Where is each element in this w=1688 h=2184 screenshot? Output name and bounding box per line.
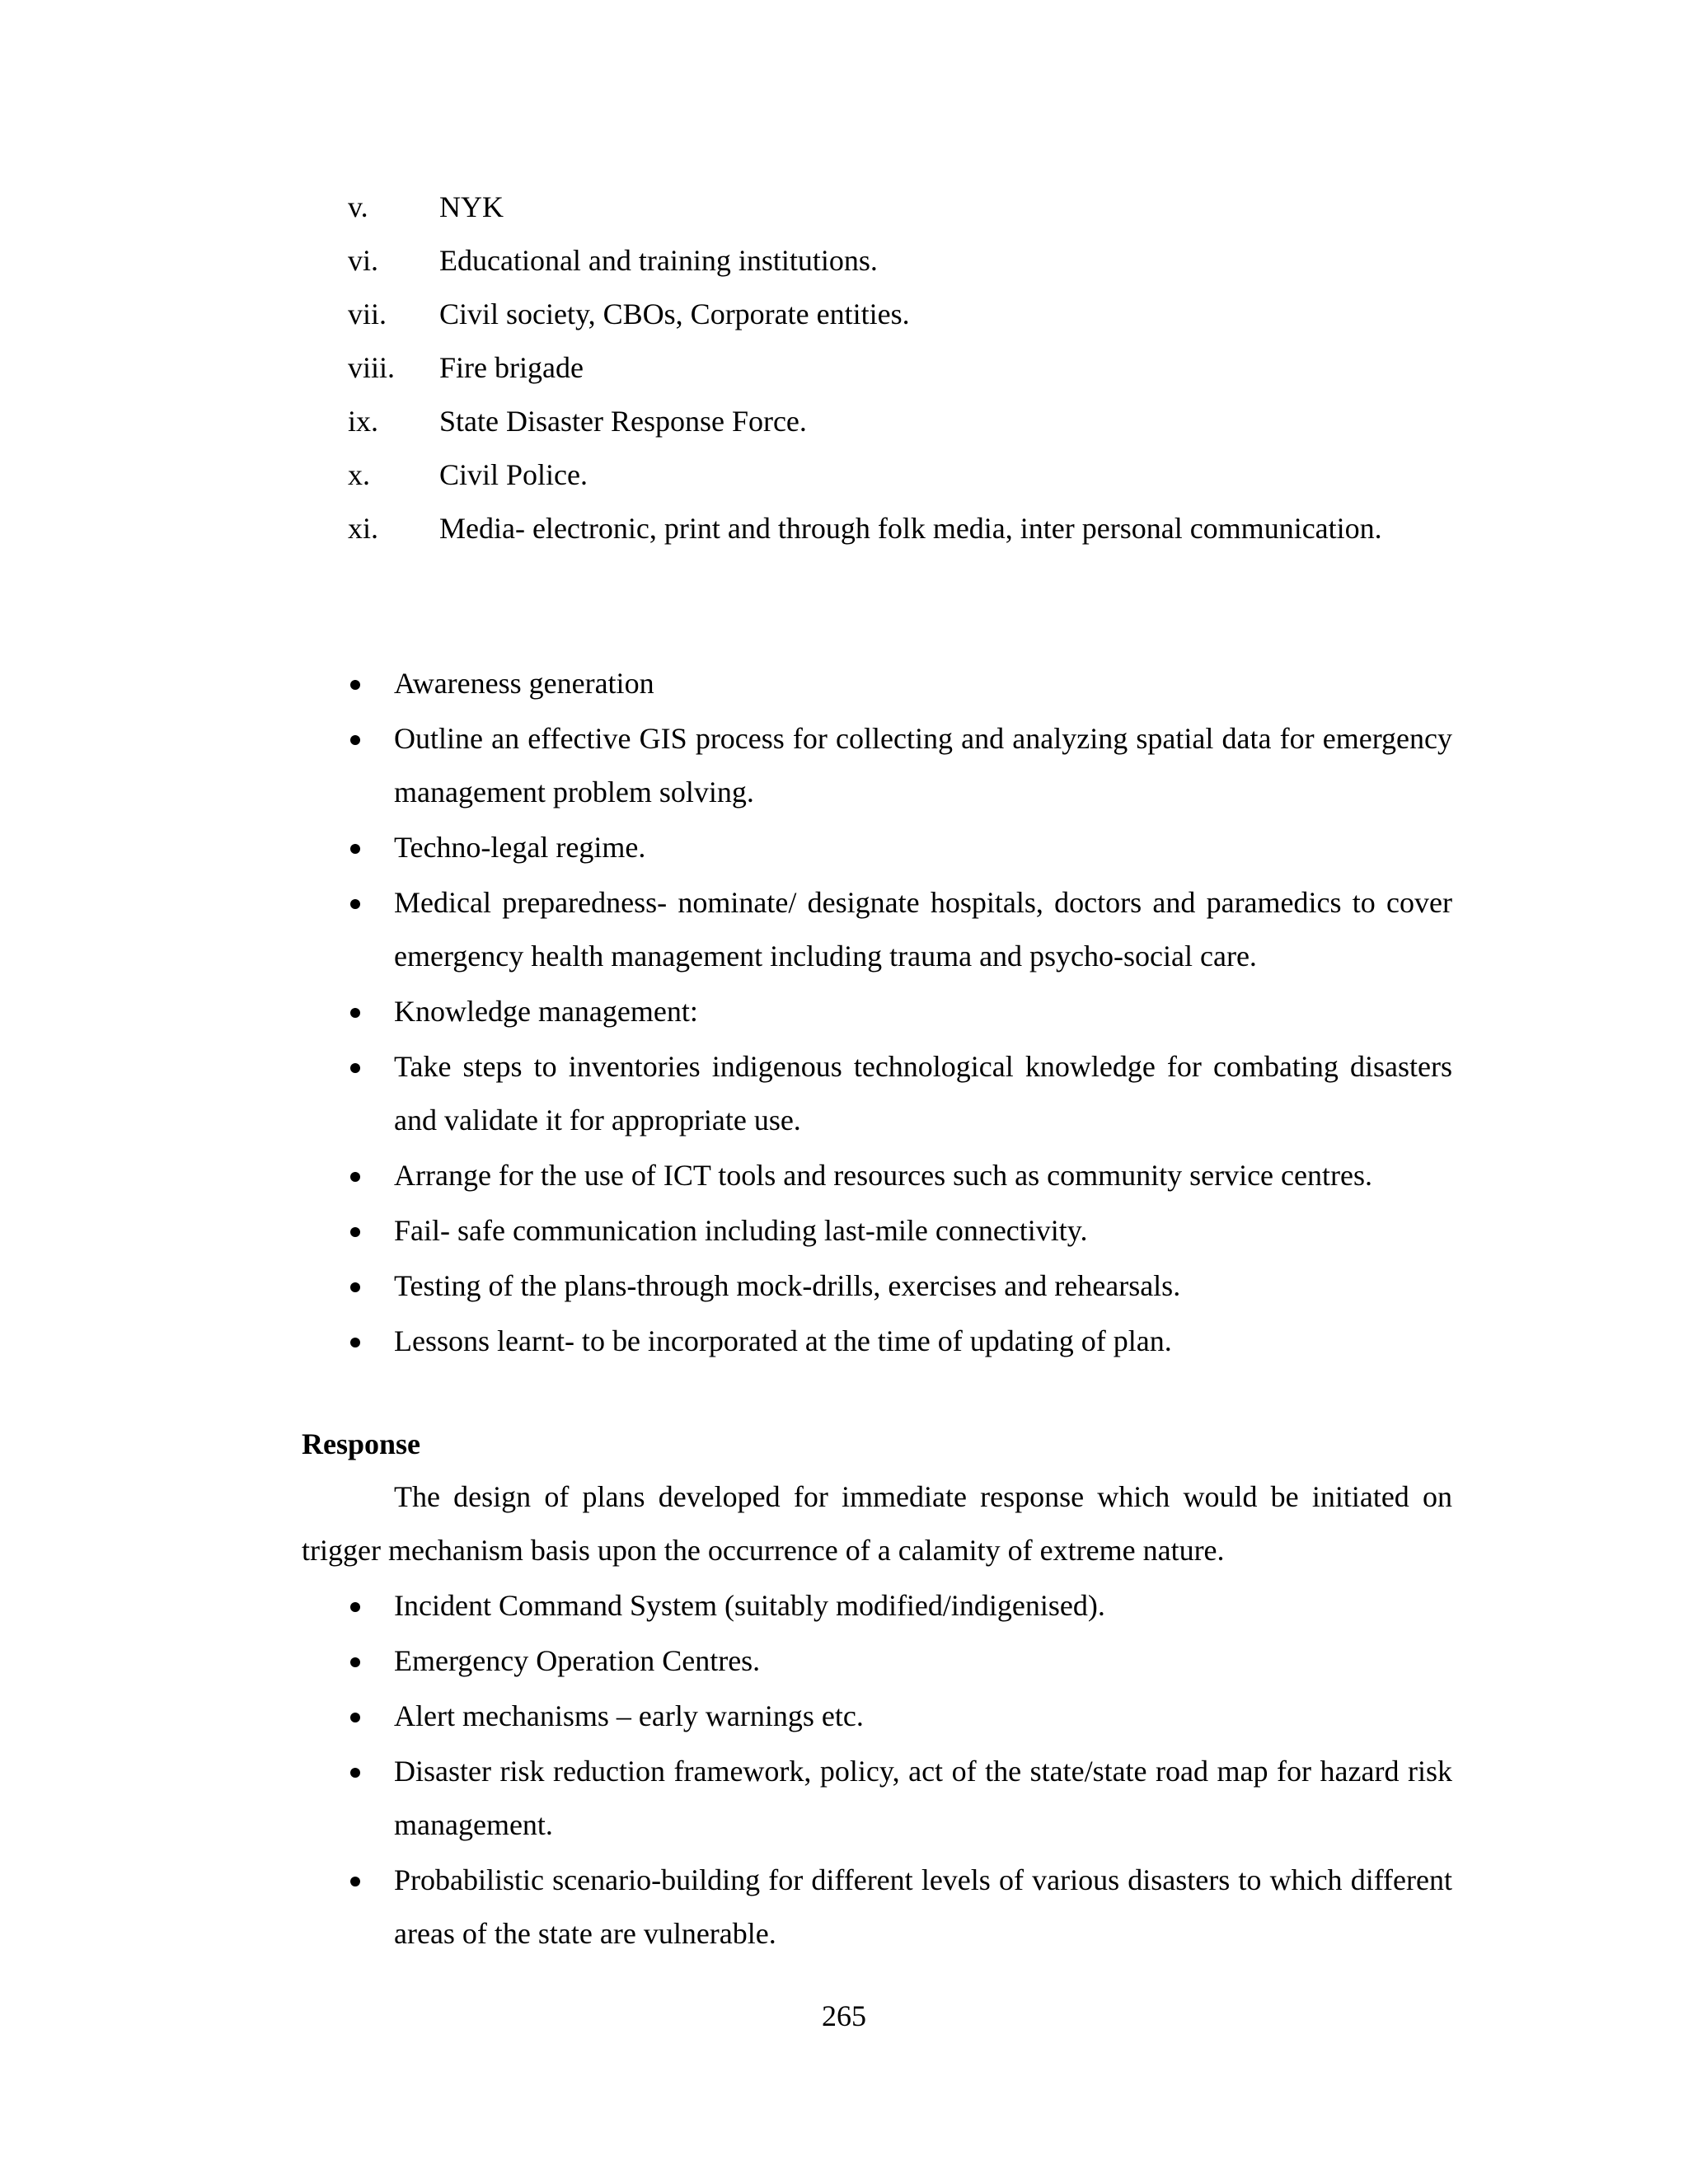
list-item-text: NYK <box>439 190 504 223</box>
list-item <box>348 233 1469 287</box>
bullet-item <box>348 1204 1452 1258</box>
list-item <box>348 287 1469 340</box>
list-item <box>348 448 1469 501</box>
bullet-icon <box>348 1579 394 1633</box>
bullet-text: Awareness generation <box>394 667 654 700</box>
bullet-item <box>348 985 1452 1038</box>
bullet-text: Testing of the plans-through mock-drills, exercises and rehearsals. <box>394 1269 1181 1302</box>
bullet-text: Alert mechanisms – early warnings etc. <box>394 1699 864 1732</box>
bullet-item <box>348 1634 1452 1688</box>
bullet-icon <box>348 1745 394 1852</box>
list-item-text: Educational and training institutions. <box>439 243 878 277</box>
bullet-icon <box>348 821 394 874</box>
roman-numeral-list <box>348 180 1469 555</box>
bullet-icon <box>348 1854 394 1961</box>
bullet-item <box>348 1579 1452 1633</box>
bullet-icon <box>348 1690 394 1743</box>
bullet-text: Incident Command System (suitably modified/indigenised). <box>394 1589 1105 1622</box>
bullet-item <box>348 1149 1452 1202</box>
list-item-text: State Disaster Response Force. <box>439 404 807 438</box>
bullet-item <box>348 1040 1452 1147</box>
bullet-item <box>348 1854 1452 1961</box>
list-item-number: vi. <box>348 243 379 277</box>
list-item <box>348 340 1469 394</box>
bullet-item <box>348 1315 1452 1368</box>
page-number: 265 <box>822 1999 866 2032</box>
bullet-item <box>348 712 1452 819</box>
bullet-icon <box>348 1634 394 1688</box>
list-item <box>348 501 1469 555</box>
bullet-icon <box>348 876 394 983</box>
bullet-text: Disaster risk reduction framework, policy, act of the state/state road map for hazard risk management. <box>394 1755 1452 1841</box>
bullet-icon <box>348 1040 394 1147</box>
bullet-item <box>348 1690 1452 1743</box>
bullet-item <box>348 1745 1452 1852</box>
bullet-text: Lessons learnt- to be incorporated at the time of updating of plan. <box>394 1324 1172 1357</box>
bullet-text: Knowledge management: <box>394 995 698 1028</box>
list-item-text: Fire brigade <box>439 350 584 384</box>
list-item-number: vii. <box>348 297 387 330</box>
bullet-item <box>348 876 1452 983</box>
bullet-text: Emergency Operation Centres. <box>394 1644 761 1677</box>
list-item <box>348 394 1469 448</box>
list-item-number: viii. <box>348 350 396 384</box>
list-item-text: Civil society, CBOs, Corporate entities. <box>439 297 910 330</box>
bullet-icon <box>348 1259 394 1313</box>
bullet-icon <box>348 1315 394 1368</box>
bullet-item <box>348 657 1452 710</box>
response-paragraph: The design of plans developed for immediate response which would be initiated on trigger mechanism basis upon the occurrence of a calamity of extreme nature. <box>302 1480 1452 1567</box>
bullet-icon <box>348 985 394 1038</box>
bullet-text: Fail- safe communication including last-mile connectivity. <box>394 1214 1088 1247</box>
bullet-icon <box>348 1204 394 1258</box>
list-item-text: Civil Police. <box>439 457 588 491</box>
bullet-text: Probabilistic scenario-building for different levels of various disasters to which different areas of the state are vulnerable. <box>394 1863 1452 1950</box>
section-heading-response: Response <box>302 1427 421 1460</box>
list-item-number: xi. <box>348 511 379 545</box>
preparedness-bullet-list <box>348 657 1452 1370</box>
bullet-text: Take steps to inventories indigenous technological knowledge for combating disasters and validate it for appropriate use. <box>394 1050 1452 1137</box>
bullet-icon <box>348 657 394 710</box>
bullet-text: Outline an effective GIS process for collecting and analyzing spatial data for emergency management problem solving. <box>394 722 1452 808</box>
bullet-item <box>348 1259 1452 1313</box>
bullet-text: Arrange for the use of ICT tools and resources such as community service centres. <box>394 1159 1372 1192</box>
bullet-icon <box>348 1149 394 1202</box>
list-item-number: x. <box>348 457 370 491</box>
bullet-text: Medical preparedness- nominate/ designate hospitals, doctors and paramedics to cover emergency health management including trauma and psycho-social care. <box>394 886 1452 972</box>
list-item-number: v. <box>348 190 368 223</box>
response-bullet-list <box>348 1579 1452 1962</box>
list-item-text: Media- electronic, print and through folk media, inter personal communication. <box>439 511 1382 545</box>
bullet-item <box>348 821 1452 874</box>
bullet-text: Techno-legal regime. <box>394 831 646 864</box>
list-item-number: ix. <box>348 404 379 438</box>
list-item <box>348 180 1469 233</box>
bullet-icon <box>348 712 394 819</box>
